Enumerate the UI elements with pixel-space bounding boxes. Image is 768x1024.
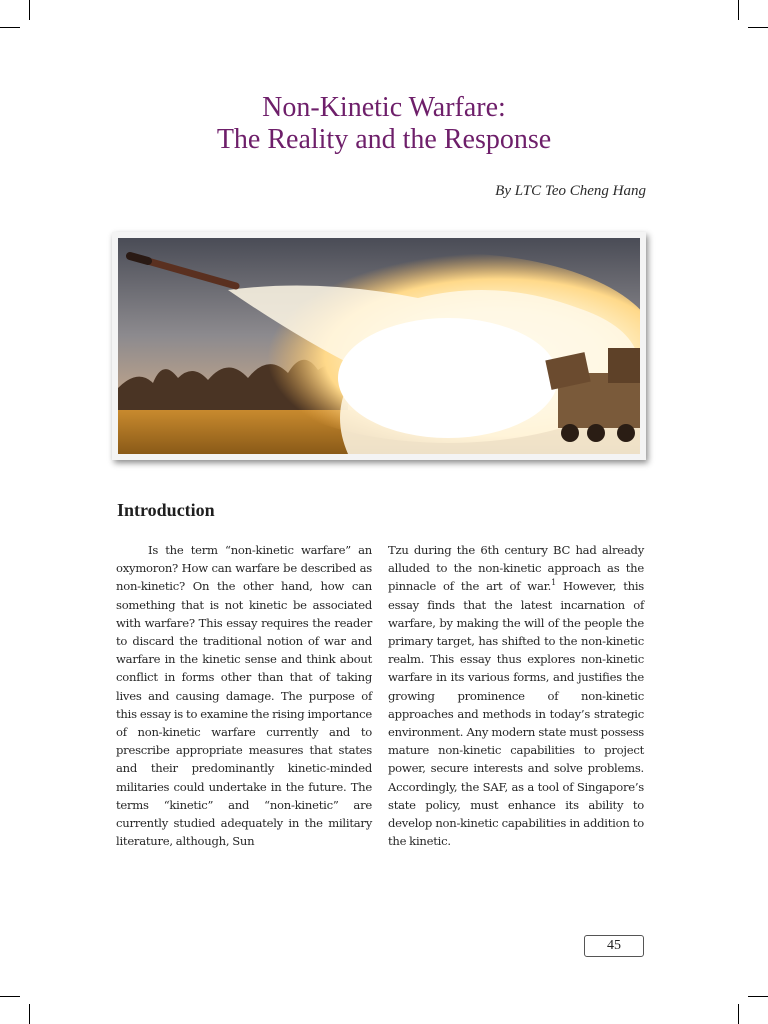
- crop-mark: [748, 996, 768, 997]
- crop-mark: [29, 0, 30, 20]
- title-line-1: Non-Kinetic Warfare:: [262, 92, 506, 123]
- article-title: [0, 92, 768, 156]
- paragraph-text-part1: Tzu during the 6th century BC had already alluded to the non-kinetic approach as the pinnacle of the art of war.: [388, 543, 644, 594]
- crop-mark: [738, 1004, 739, 1024]
- crop-mark: [0, 996, 20, 997]
- section-heading: Introduction: [117, 500, 215, 520]
- paragraph-text-part2: However, this essay finds that the latest incarnation of warfare, by making the will of the people the primary target, has shifted to the non-kinetic realm. This essay thus explores non-kinetic warfare in its various forms, and justifies the growing prominence of non-kinetic approaches and methods in today’s strategic environment. Any modern state must possess mature non-kinetic capabilities to project power, secure interests and solve problems. Accordingly, the SAF, as a tool of Singapore’s state policy, must enhance its ability to develop non-kinetic capabilities in addition to the kinetic.: [388, 579, 644, 849]
- rocket-launch-photo: [118, 238, 640, 454]
- crop-mark: [738, 0, 739, 20]
- intro-paragraph: Is the term “non-kinetic warfare” an oxymoron? How can warfare be described as non-kinetic? On the other hand, how can something that is not kinetic be associated with warfare? This essay requires the reader to discard the traditional notion of war and warfare in the kinetic sense and think about conflict in forms other than that of taking lives and causing damage. The purpose of this essay is to examine the rising importance of non-kinetic warfare currently and to prescribe appropriate measures that states and their predominantly kinetic-minded militaries could undertake in the future. The terms “kinetic” and “non-kinetic” are currently studied adequately in the military literature, although, Sun: [116, 543, 372, 849]
- intro-paragraph-continued: [388, 541, 644, 850]
- page-number: 45: [584, 935, 644, 957]
- footnote-reference[interactable]: 1: [551, 578, 556, 588]
- article-photo: [112, 232, 646, 460]
- right-column: [388, 541, 644, 850]
- crop-mark: [0, 27, 20, 28]
- crop-mark: [29, 1004, 30, 1024]
- title-line-2: The Reality and the Response: [216, 124, 552, 155]
- crop-mark: [748, 27, 768, 28]
- byline: By LTC Teo Cheng Hang: [495, 183, 646, 199]
- left-column: [116, 541, 372, 850]
